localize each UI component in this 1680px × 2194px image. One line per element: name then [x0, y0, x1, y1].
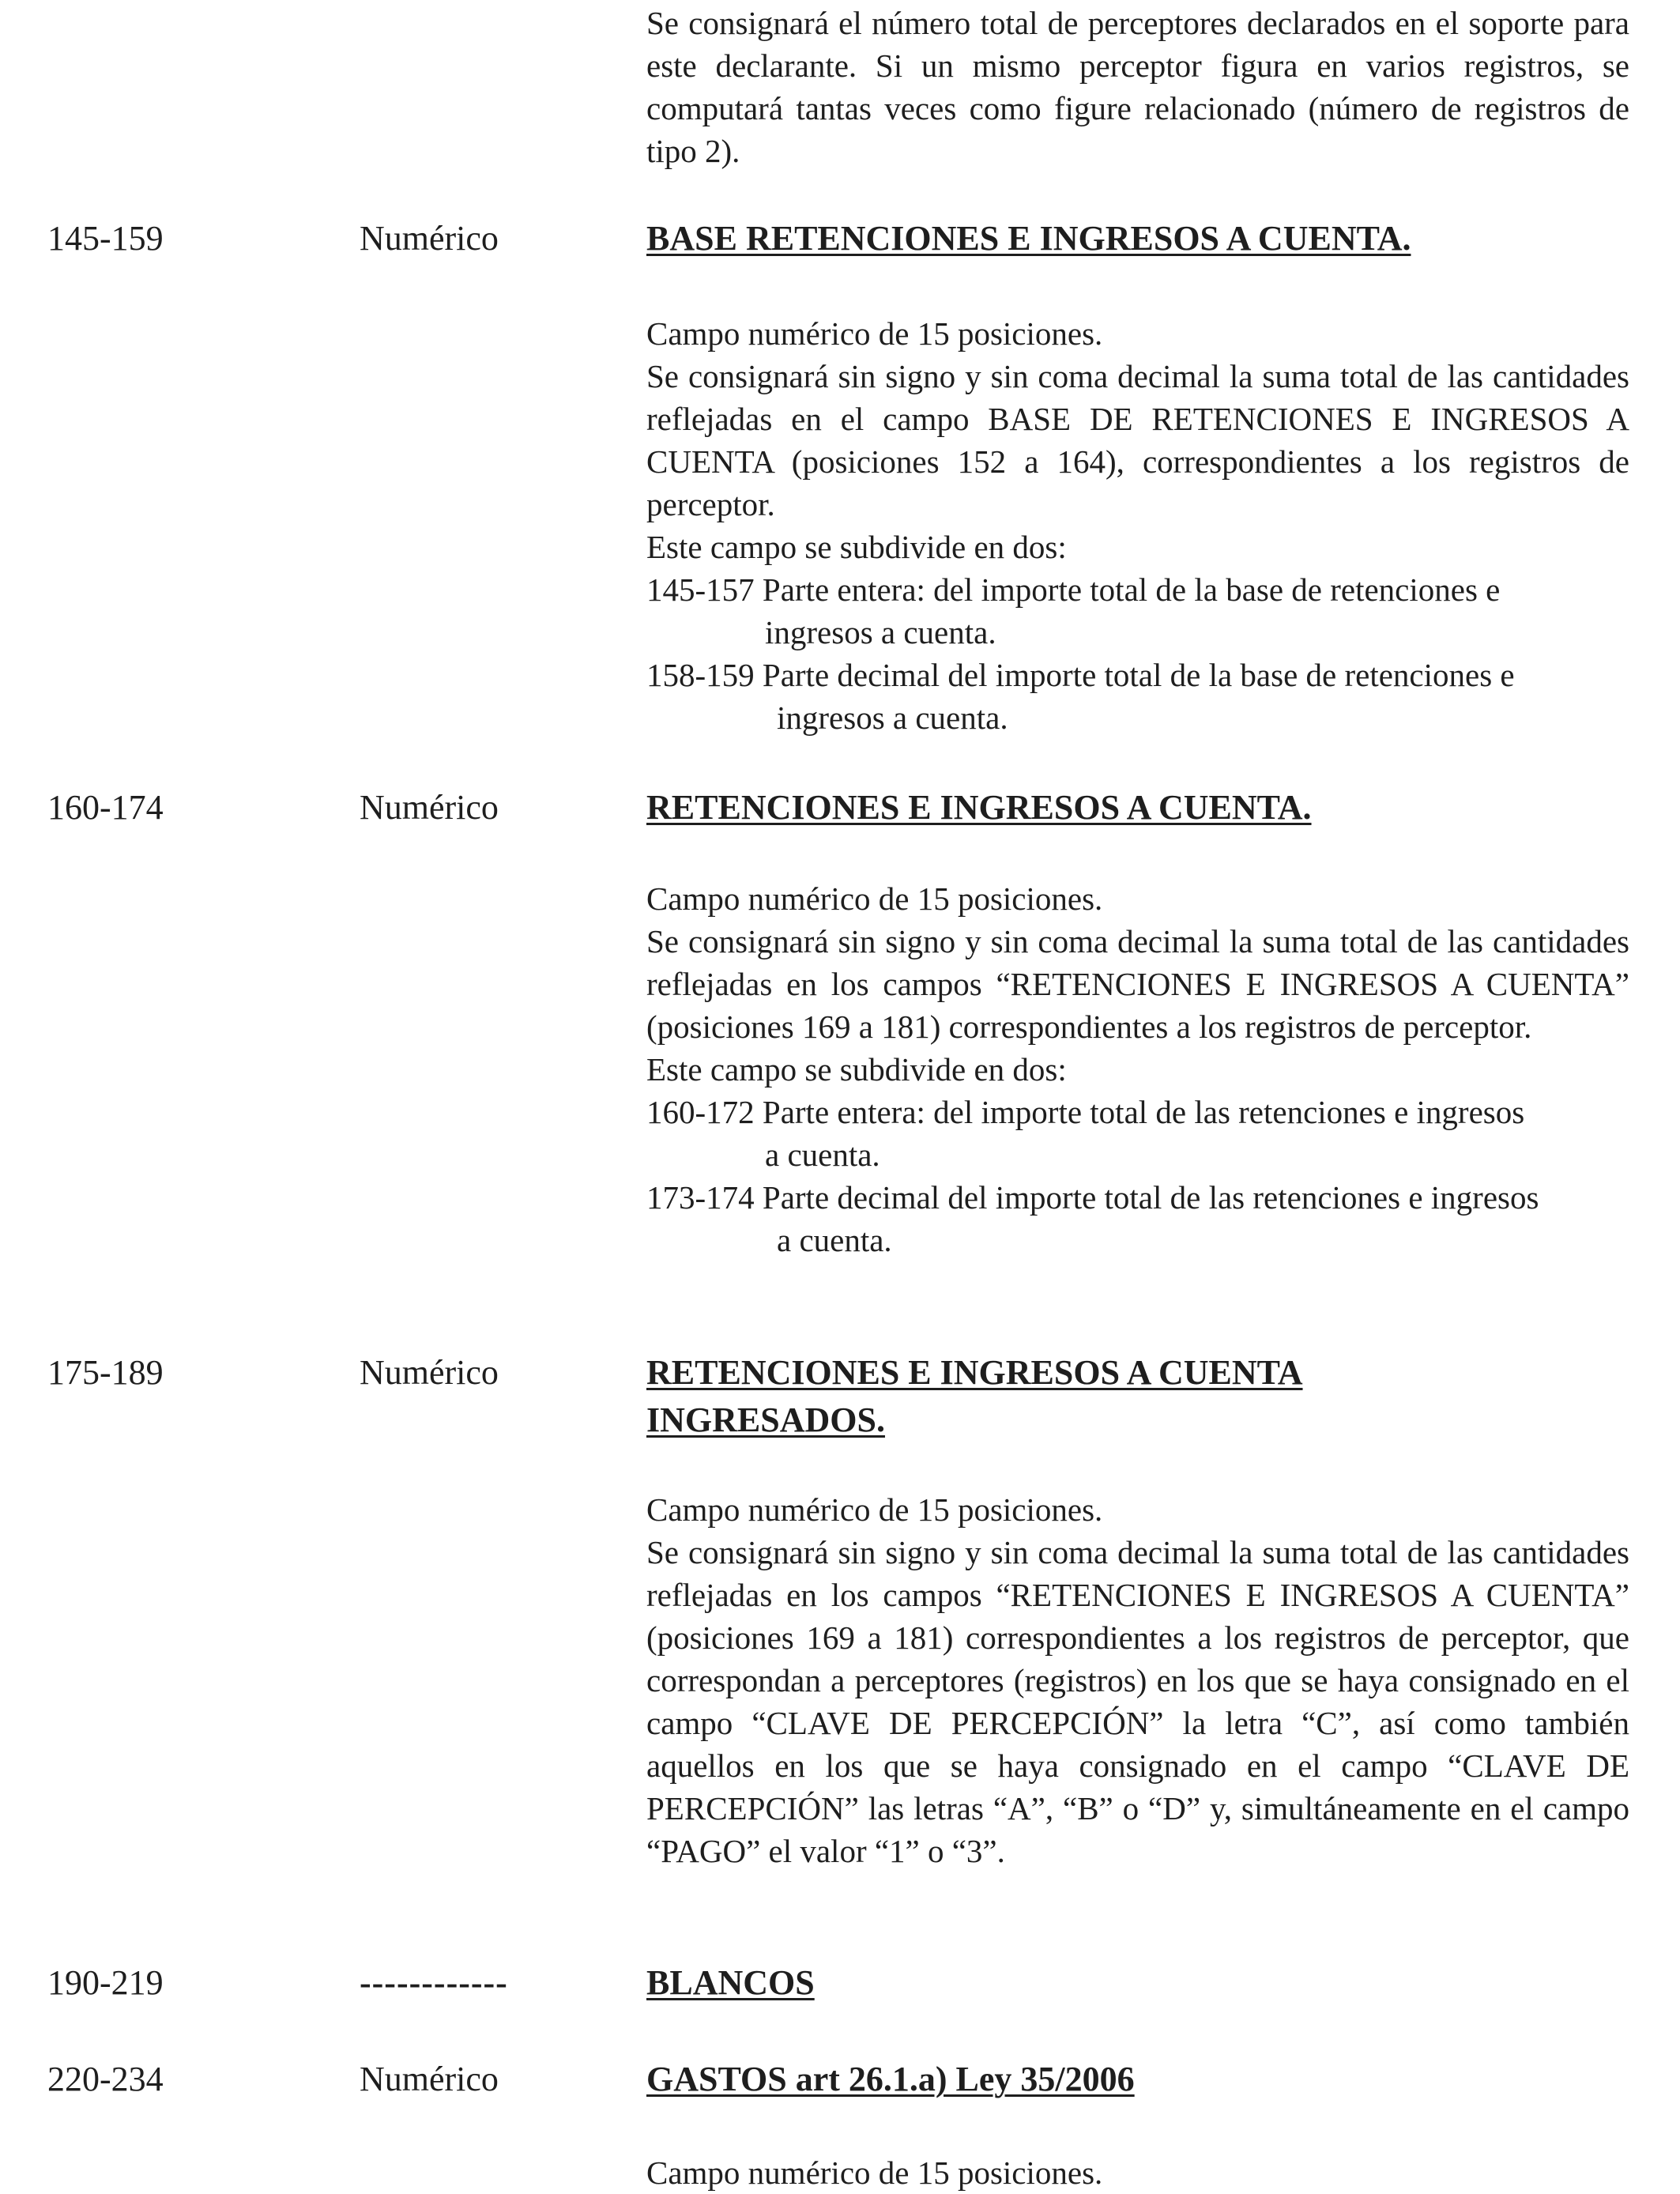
field-content-text: Se consignará sin signo y sin coma decimal la suma total de las cantidades reflejadas en el campo BASE DE RETENCIONES E INGRESOS A CUENTA (posiciones 152 a 164), correspondientes a los registros de perceptor. — [646, 358, 1629, 522]
subfield-text: Parte decimal del importe total de la base de retenciones e — [762, 657, 1515, 693]
subfield-code: 158-159 — [646, 657, 755, 693]
field-positions: 190-219 — [47, 1963, 164, 2002]
field-title: BLANCOS — [646, 1963, 815, 2002]
field-title — [646, 1349, 1634, 1444]
field-description — [646, 1488, 1629, 1872]
subfield-code: 145-157 — [646, 571, 755, 608]
subfield-integer — [646, 568, 1629, 654]
subfield-text-continued: ingresos a cuenta. — [777, 699, 1008, 736]
field-length-text: Campo numérico de 15 posiciones. — [646, 1491, 1103, 1528]
subfield-decimal — [646, 654, 1629, 739]
subfield-decimal — [646, 1176, 1629, 1261]
field-title-line: INGRESADOS. — [646, 1400, 885, 1439]
subfield-code: 173-174 — [646, 1179, 755, 1216]
field-title: GASTOS art 26.1.a) Ley 35/2006 — [646, 2060, 1135, 2098]
subfield-text: Parte entera: del importe total de la base de retenciones e — [762, 571, 1501, 608]
field-description — [646, 312, 1629, 739]
field-positions: 175-189 — [47, 1353, 164, 1392]
subfield-text-continued: a cuenta. — [765, 1137, 880, 1173]
intro-paragraph — [646, 2, 1629, 172]
field-type: Numérico — [360, 1353, 499, 1392]
subfield-code: 160-172 — [646, 1094, 755, 1130]
field-title-line: RETENCIONES E INGRESOS A CUENTA — [646, 1353, 1303, 1392]
subfield-text: Parte decimal del importe total de las retenciones e ingresos — [762, 1179, 1539, 1216]
field-content-text: Se consignará sin signo y sin coma decimal la suma total de las cantidades reflejadas en los campos “RETENCIONES E INGRESOS A CUENTA” (posiciones 169 a 181) correspondientes a los registros de perceptor. — [646, 923, 1629, 1045]
subfield-text: Parte entera: del importe total de las retenciones e ingresos — [762, 1094, 1525, 1130]
field-subdivide-text: Este campo se subdivide en dos: — [646, 1051, 1067, 1088]
subfield-integer — [646, 1091, 1629, 1176]
field-title: BASE RETENCIONES E INGRESOS A CUENTA. — [646, 219, 1411, 258]
field-positions: 220-234 — [47, 2060, 164, 2098]
field-length-text: Campo numérico de 15 posiciones. — [646, 2154, 1103, 2191]
field-type: Numérico — [360, 788, 499, 827]
field-type: ------------ — [360, 1963, 508, 2002]
field-content-text: Se consignará sin signo y sin coma decimal la suma total de las cantidades reflejadas en los campos “RETENCIONES E INGRESOS A CUENTA” (posiciones 169 a 181) correspondientes a los registros de perceptor, que correspondan a perceptores (registros) en los que se haya consignado en el campo “CLAVE DE PERCEPCIÓN” la letra “C”, así como también aquellos en los que se haya consignado en el campo “CLAVE DE PERCEPCIÓN” las letras “A”, “B” o “D” y, simultáneamente en el campo “PAGO” el valor “1” o “3”. — [646, 1534, 1629, 1869]
field-length-text: Campo numérico de 15 posiciones. — [646, 880, 1103, 917]
subfield-text-continued: a cuenta. — [777, 1222, 892, 1258]
field-description — [646, 877, 1629, 1261]
field-positions: 160-174 — [47, 788, 164, 827]
field-positions: 145-159 — [47, 219, 164, 258]
field-length-text: Campo numérico de 15 posiciones. — [646, 315, 1103, 352]
subfield-text-continued: ingresos a cuenta. — [765, 614, 996, 650]
field-description — [646, 2151, 1629, 2194]
field-type: Numérico — [360, 219, 499, 258]
field-title: RETENCIONES E INGRESOS A CUENTA. — [646, 788, 1312, 827]
field-type: Numérico — [360, 2060, 499, 2098]
intro-text: Se consignará el número total de perceptores declarados en el soporte para este declarante. Si un mismo perceptor figura en varios registros, se computará tantas veces como figure relacionado (número de registros de tipo 2). — [646, 5, 1629, 169]
field-subdivide-text: Este campo se subdivide en dos: — [646, 529, 1067, 565]
